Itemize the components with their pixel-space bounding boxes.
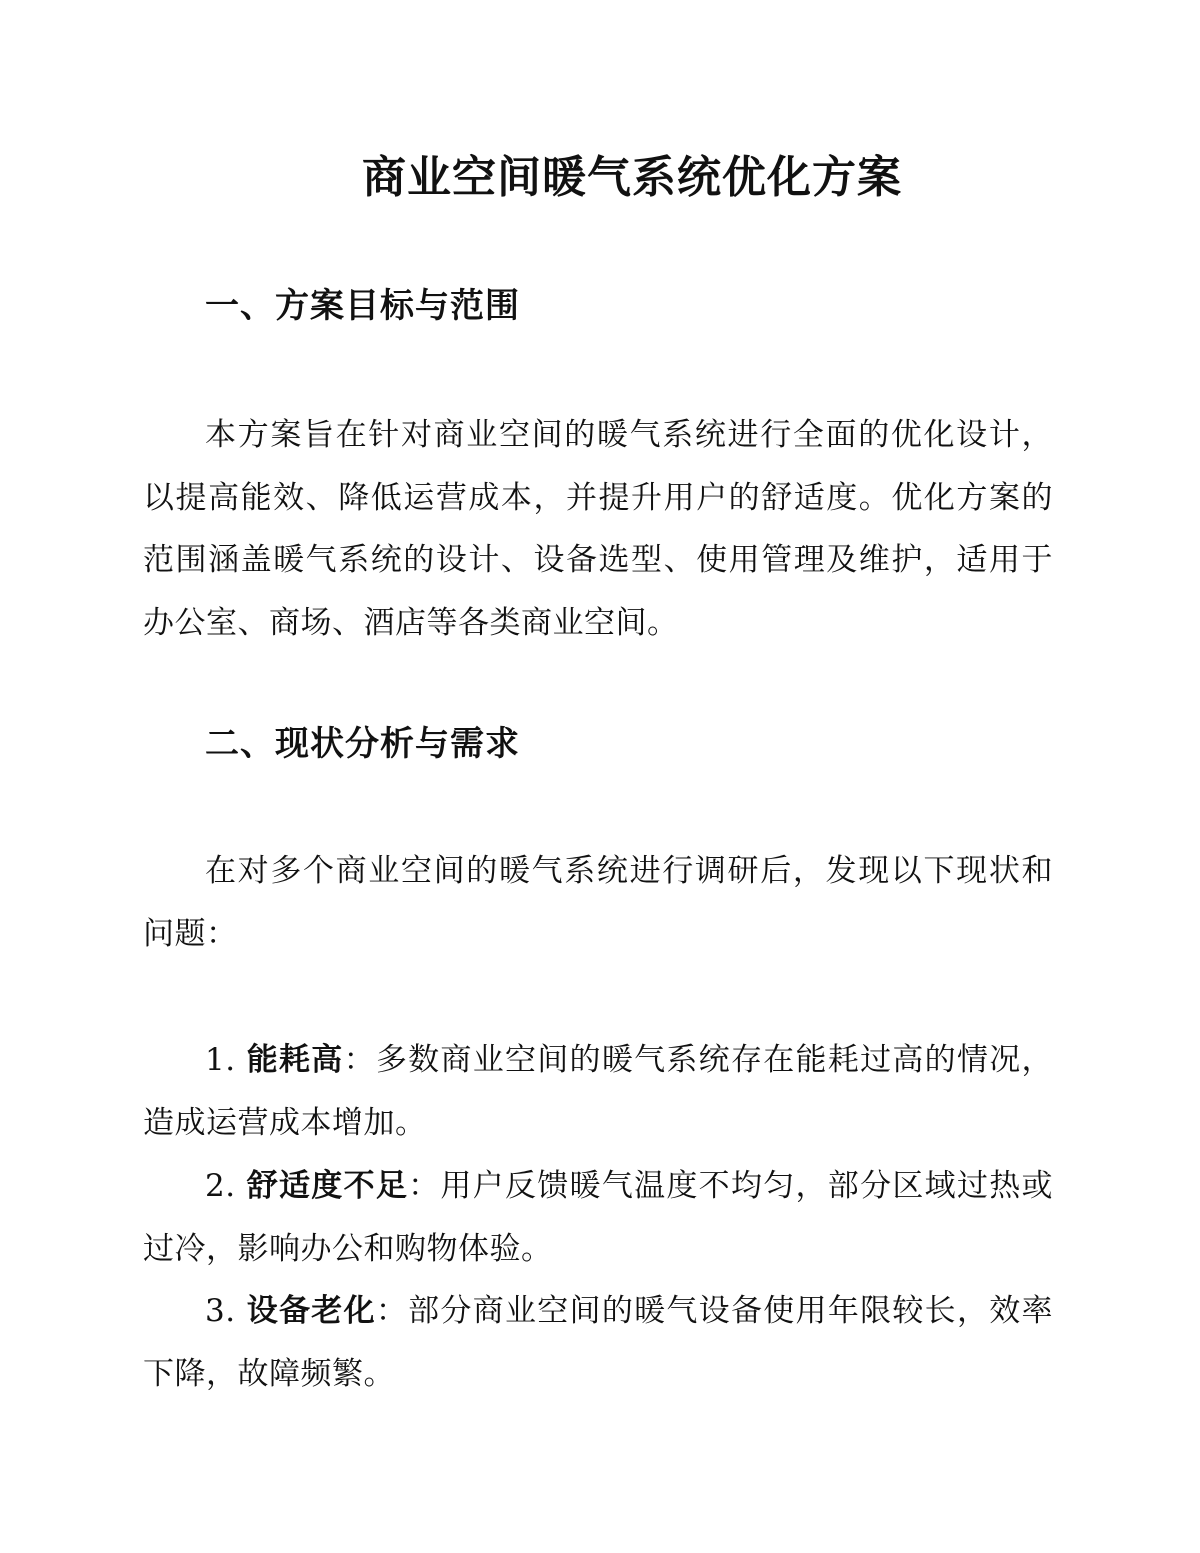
- list-item-text: ：用户反馈暖气温度不均匀，部分区域过热或过冷，影响办公和购物体验。: [143, 1168, 1054, 1267]
- section-heading-goals-scope: 一、方案目标与范围: [205, 286, 520, 326]
- list-item-term: 能耗高: [246, 1042, 344, 1078]
- goals-scope-paragraph: 本方案旨在针对商业空间的暖气系统进行全面的优化设计，以提高能效、降低运营成本，并提升用户的舒适度。优化方案的范围涵盖暖气系统的设计、设备选型、使用管理及维护，适用于办公室、商场、酒店等各类商业空间。: [143, 417, 1053, 641]
- list-item-term: 设备老化: [246, 1293, 376, 1329]
- list-item-number: 2.: [205, 1168, 236, 1204]
- list-item: [143, 1155, 1053, 1280]
- list-item-term: 舒适度不足: [246, 1168, 409, 1204]
- list-item-text: ：多数商业空间的暖气系统存在能耗过高的情况，造成运营成本增加。: [143, 1042, 1054, 1141]
- list-item: [143, 1029, 1053, 1154]
- list-item-number: 1.: [205, 1042, 236, 1078]
- list-item-number: 3.: [205, 1293, 236, 1329]
- list-item: [143, 1280, 1053, 1405]
- section-heading-status-needs: 二、现状分析与需求: [205, 724, 520, 764]
- list-item-text: ：部分商业空间的暖气设备使用年限较长，效率下降，故障频繁。: [143, 1293, 1054, 1392]
- status-intro-paragraph: 在对多个商业空间的暖气系统进行调研后，发现以下现状和问题：: [143, 853, 1053, 952]
- document-title: 商业空间暖气系统优化方案: [362, 152, 902, 203]
